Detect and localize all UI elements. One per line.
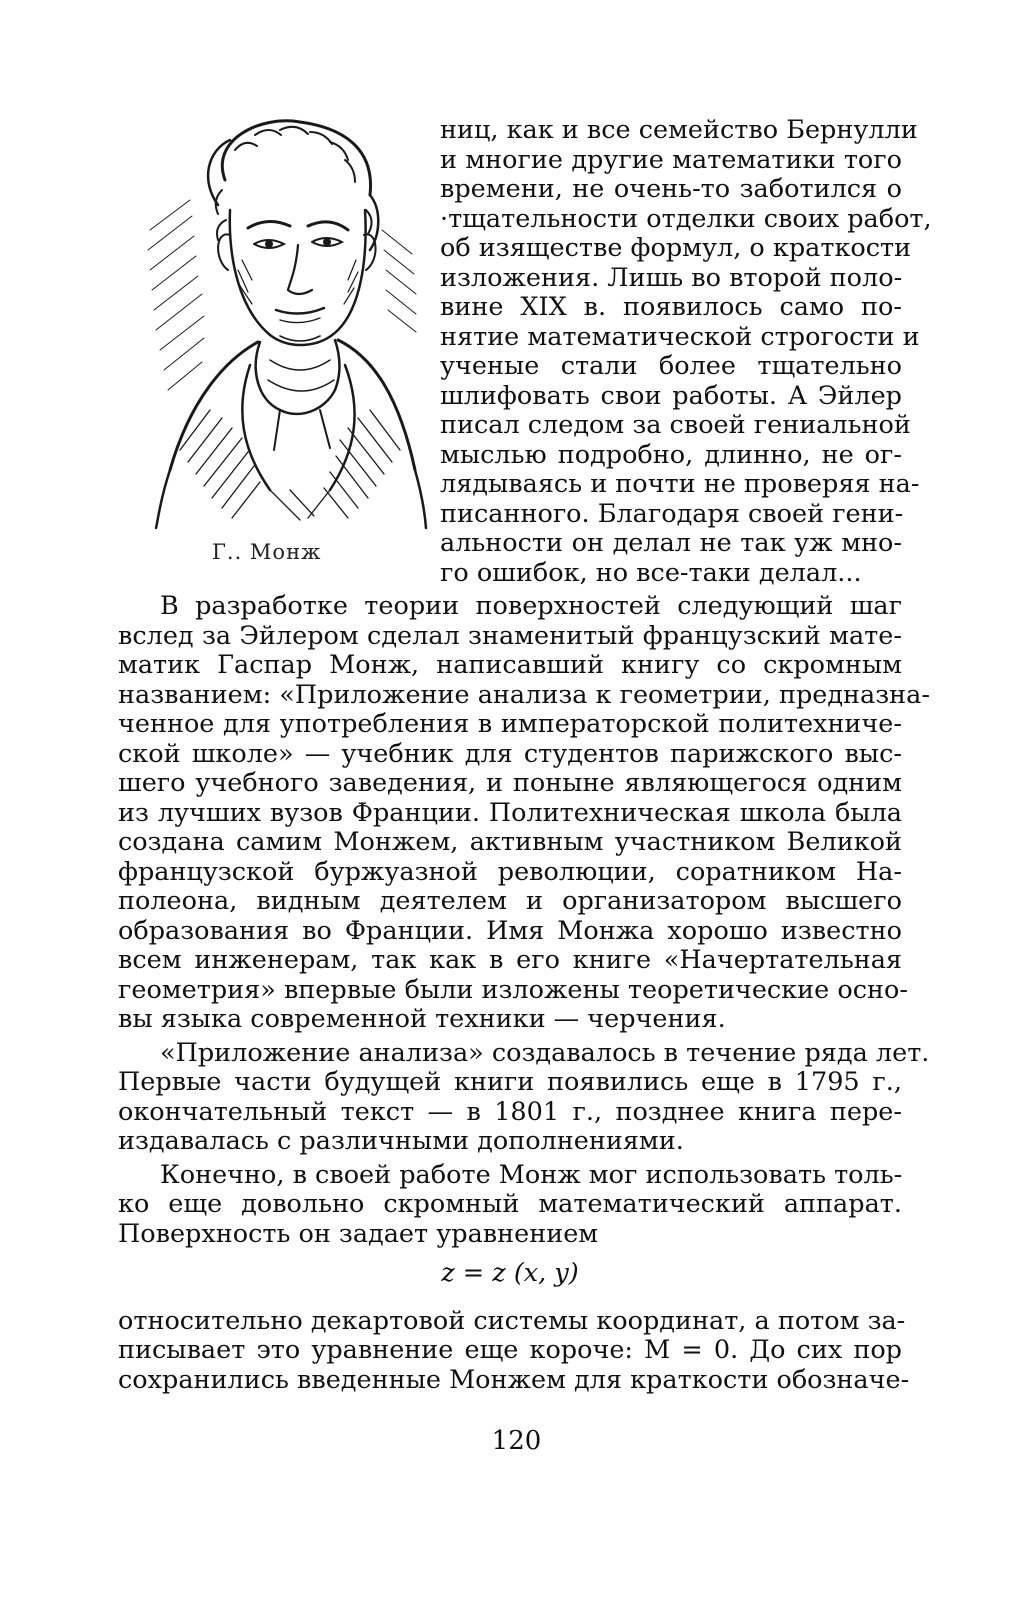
text-line: и многие другие математики того: [440, 144, 902, 175]
page-number: 120: [491, 1426, 542, 1456]
text-line: вы языка современной техники — черчения.: [118, 1004, 726, 1034]
text-line: нятие математической строгости и: [440, 321, 920, 352]
text-line: образования во Франции. Имя Монжа хорошо известно: [118, 915, 902, 946]
text-line: ученые стали более тщательно: [440, 351, 902, 381]
text-line: вслед за Эйлером сделал знаменитый французский мате-: [118, 620, 902, 651]
text-line: изложения. Лишь во второй поло-: [440, 262, 903, 293]
text-line: лядываясь и почти не проверяя на-: [440, 469, 920, 499]
text-line: писывает это уравнение еще короче: M = 0. До сих пор: [118, 1335, 902, 1365]
text-line: го ошибок, но все-таки делал...: [440, 557, 862, 588]
text-line: ко еще довольно скромный математический аппарат.: [118, 1189, 902, 1219]
text-line: ниц, как и все семейство Бернулли: [440, 115, 918, 145]
text-line: об изяществе формул, о краткости: [440, 233, 912, 263]
monge-portrait-illustration: [130, 110, 430, 530]
text-line: окончательный текст — в 1801 г., позднее книга пере-: [118, 1096, 902, 1127]
text-line: матик Гаспар Монж, написавший книгу со скромным: [118, 650, 902, 680]
paragraph-3: [118, 1161, 902, 1250]
text-line: В разработке теории поверхностей следующий шаг: [160, 591, 902, 621]
text-line: писал следом за своей гениальной: [440, 410, 911, 440]
text-line: создана самим Монжем, активным участником Великой: [118, 827, 902, 857]
text-line: из лучших вузов Франции. Политехническая школа была: [118, 797, 902, 828]
text-line: сохранились введенные Монжем для краткости обозначе-: [118, 1364, 910, 1395]
paragraph-1: [118, 591, 930, 1035]
text-line: ·тщательности отделки своих работ,: [440, 203, 932, 234]
text-line: Поверхность он задает уравнением: [118, 1218, 599, 1249]
formula: z = z (x, y): [441, 1258, 579, 1288]
text-line: шлифовать свои работы. А Эйлер: [440, 380, 902, 411]
text-line: ченное для употребления в императорской политехниче-: [118, 709, 902, 739]
paragraph-4: [118, 1305, 910, 1396]
text-line: названием: «Приложение анализа к геометрии, предназна-: [118, 679, 930, 710]
text-line: всем инженерам, так как в его книге «Начертательная: [118, 945, 902, 975]
side-text-column: [440, 115, 932, 588]
text-line: мыслью подробно, длинно, не ог-: [440, 439, 902, 470]
text-line: Конечно, в своей работе Монж мог использовать толь-: [160, 1159, 903, 1190]
text-line: ской школе» — учебник для студентов парижского выс-: [118, 738, 902, 769]
text-line: времени, не очень-то заботился о: [440, 174, 902, 204]
portrait-caption: Г.. Монж: [212, 540, 322, 564]
text-line: Первые части будущей книги появились еще в 1795 г.,: [118, 1067, 902, 1097]
text-line: относительно декартовой системы координат, а потом за-: [118, 1305, 906, 1336]
text-line: «Приложение анализа» создавалось в течение ряда лет.: [160, 1037, 930, 1068]
text-line: полеона, видным деятелем и организатором высшего: [118, 886, 902, 916]
paragraph-2: [118, 1037, 930, 1157]
text-line: альности он делал не так уж мно-: [440, 528, 902, 558]
text-line: шего учебного заведения, и поныне являющегося одним: [118, 768, 902, 798]
text-line: геометрия» впервые были изложены теоретические осно-: [118, 974, 908, 1005]
text-line: вине XIX в. появилось само по-: [440, 292, 902, 322]
text-line: французской буржуазной революции, соратником На-: [118, 856, 902, 887]
text-line: писанного. Благодаря своей гени-: [440, 498, 904, 529]
body-text: [118, 591, 930, 1395]
text-line: издавалась с различными дополнениями.: [118, 1126, 684, 1156]
